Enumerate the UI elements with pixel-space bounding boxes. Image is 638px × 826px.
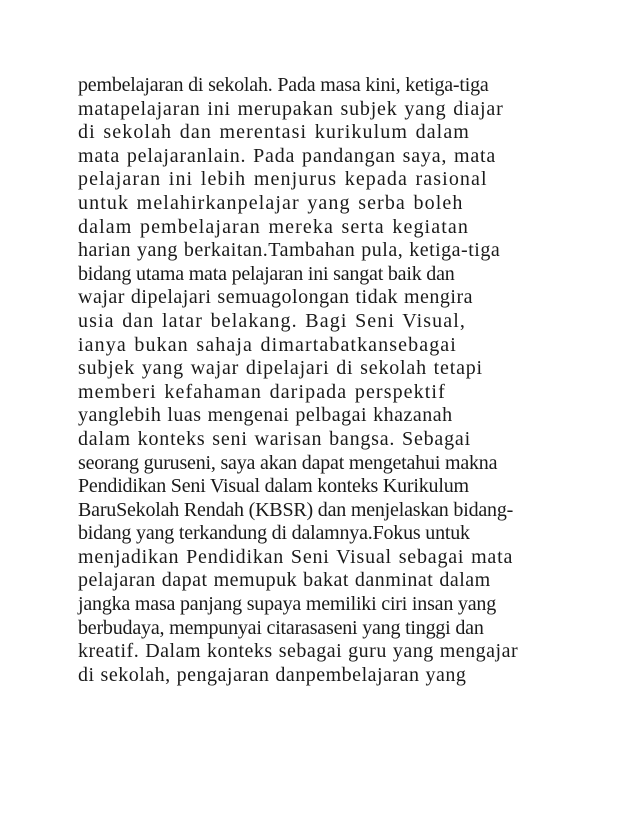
text-line: menjadikan Pendidikan Seni Visual sebagai mata [78,545,514,568]
text-line: jangka masa panjang supaya memiliki ciri insan yang [78,593,497,616]
text-line: untuk melahirkanpelajar yang serba boleh [78,191,464,214]
text-line: BaruSekolah Rendah (KBSR) dan menjelaskan bidang- [78,498,514,521]
text-line: dalam pembelajaran mereka serta kegiatan [78,215,469,238]
text-line: harian yang berkaitan.Tambahan pula, ketiga-tiga [78,239,501,262]
text-line: Pendidikan Seni Visual dalam konteks Kurikulum [78,475,469,498]
text-line: kreatif. Dalam konteks sebagai guru yang mengajar [78,640,519,663]
text-line: matapelajaran ini merupakan subjek yang diajar [78,97,504,120]
text-line: berbudaya, mempunyai citarasaseni yang tinggi dan [78,616,484,639]
text-line: usia dan latar belakang. Bagi Seni Visual, [78,309,466,332]
text-line: pelajaran dapat memupuk bakat danminat dalam [78,569,491,592]
text-line: subjek yang wajar dipelajari di sekolah tetapi [78,357,483,380]
text-line: ianya bukan sahaja dimartabatkansebagai [78,333,457,356]
body-text [78,74,578,687]
text-line: pelajaran ini lebih menjurus kepada rasional [78,168,488,191]
text-line: bidang yang terkandung di dalamnya.Fokus untuk [78,522,470,545]
text-line: bidang utama mata pelajaran ini sangat baik dan [78,262,455,285]
text-line: pembelajaran di sekolah. Pada masa kini, ketiga-tiga [78,74,489,96]
text-line: memberi kefahaman daripada perspektif [78,380,446,403]
text-line: di sekolah dan merentasi kurikulum dalam [78,121,470,144]
text-line: yanglebih luas mengenai pelbagai khazanah [78,404,453,427]
text-line: mata pelajaranlain. Pada pandangan saya, mata [78,144,497,167]
text-line: wajar dipelajari semuagolongan tidak mengira [78,286,473,309]
text-line: di sekolah, pengajaran danpembelajaran yang [78,663,467,686]
text-line: dalam konteks seni warisan bangsa. Sebagai [78,427,471,450]
text-line: seorang guruseni, saya akan dapat mengetahui makna [78,451,498,474]
